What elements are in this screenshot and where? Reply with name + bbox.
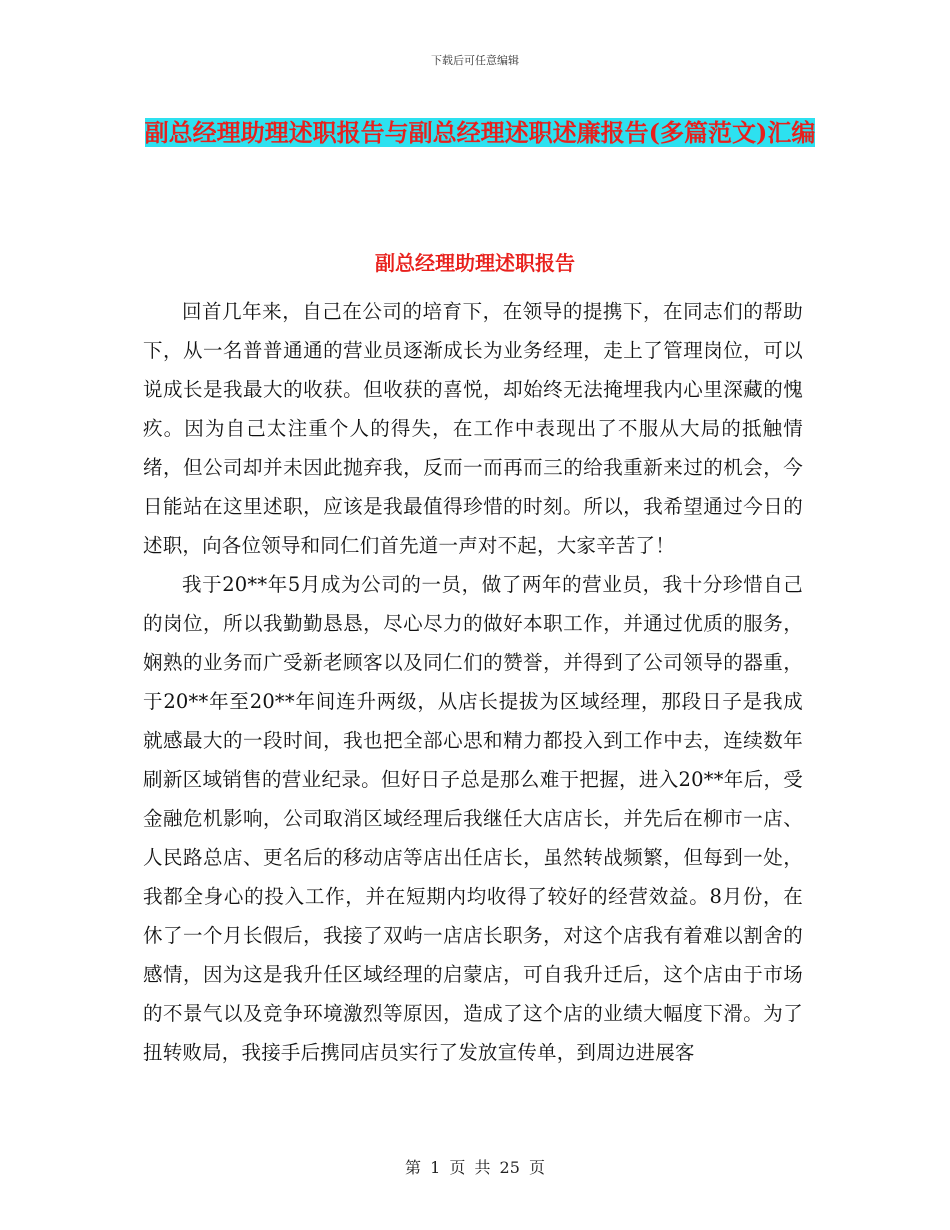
document-title <box>140 110 820 156</box>
section-title: 副总经理助理述职报告 <box>375 251 575 275</box>
document-title-text: 副总经理助理述职报告与副总经理述职述廉报告(多篇范文)汇编 <box>144 118 816 147</box>
document-body <box>143 292 803 1072</box>
page-number-footer: 第 1 页 共 25 页 <box>405 1158 545 1177</box>
body-paragraph-2: 我于20**年5月成为公司的一员，做了两年的营业员，我十分珍惜自己的岗位，所以我勤勤恳恳，尽心尽力的做好本职工作，并通过优质的服务，娴熟的业务而广受新老顾客以及同仁们的赞誉，并得到了公司领导的器重，于20**年至20**年间连升两级，从店长提拔为区域经理，那段日子是我成就感最大的一段时间，我也把全部心思和精力都投入到工作中去，连续数年刷新区域销售的营业纪录。但好日子总是那么难于把握，进入20**年后，受金融危机影响，公司取消区域经理后我继任大店店长，并先后在柳市一店、人民路总店、更名后的移动店等店出任店长，虽然转战频繁，但每到一处，我都全身心的投入工作，并在短期内均收得了较好的经营效益。8月份，在休了一个月长假后，我接了双屿一店店长职务，对这个店我有着难以割舍的感情，因为这是我升任区域经理的启蒙店，可自我升迁后，这个店由于市场的不景气以及竞争环境激烈等原因，造成了这个店的业绩大幅度下滑。为了扭转败局，我接手后携同店员实行了发放宣传单，到周边进展客 <box>143 573 803 1064</box>
page-header: 下载后可任意编辑 <box>431 54 519 67</box>
body-paragraph-1: 回首几年来，自己在公司的培育下，在领导的提携下，在同志们的帮助下，从一名普普通通的营业员逐渐成长为业务经理，走上了管理岗位，可以说成长是我最大的收获。但收获的喜悦，却始终无法掩埋我内心里深藏的愧疚。因为自己太注重个人的得失，在工作中表现出了不服从大局的抵触情绪，但公司却并未因此抛弃我，反而一而再而三的给我重新来过的机会，今日能站在这里述职，应该是我最值得珍惜的时刻。所以，我希望通过今日的述职，向各位领导和同仁们首先道一声对不起，大家辛苦了！ <box>143 300 803 557</box>
